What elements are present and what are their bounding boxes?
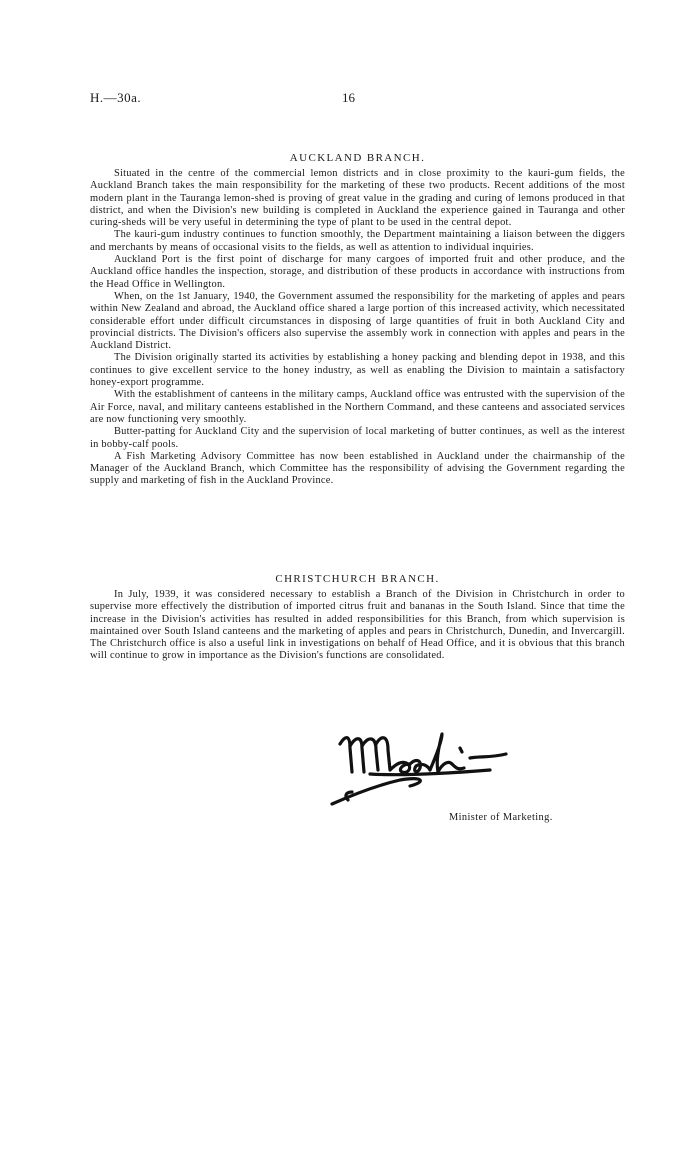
auckland-paragraph: When, on the 1st January, 1940, the Government assumed the responsibility for the marketing of apples and pears within New Zealand and abroad, the Auckland office shared a large portion of this increased activity, which necessitated considerable effort under difficult circumstances in disposing of large quantities of fruit in both Auckland City and provincial districts. The Division's officers also supervise the assembly work in connection with apples and pears in the Auckland District. [90, 290, 625, 352]
auckland-paragraph: Situated in the centre of the commercial lemon districts and in close proximity to the kauri-gum fields, the Auckland Branch takes the main responsibility for the marketing of these two products. Recent additions of the most modern plant in the Tauranga lemon-shed is proving of great value in the grading and curing of lemons produced in that district, and when the Division's new building is completed in Auckland the experience gained in Tauranga and other curing-sheds will be very useful in determining the type of plant to be used in the central depot. [90, 168, 625, 229]
signatory-title: Minister of Marketing. [449, 812, 553, 823]
auckland-paragraph: With the establishment of canteens in the military camps, Auckland office was entrusted with the supervision of the Air Force, naval, and military canteens established in the Northern Command, and these canteens and associated services are now functioning very smoothly. [90, 389, 625, 425]
auckland-paragraph: Auckland Port is the first point of discharge for many cargoes of imported fruit and other produce, and the Auckland office handles the inspection, storage, and distribution of these products in accordance with instructions from the Head Office in Wellington. [90, 254, 625, 290]
auckland-paragraph: The kauri-gum industry continues to function smoothly, the Department maintaining a liaison between the diggers and merchants by means of occasional visits to the fields, as well as attention to individual inquiries. [90, 229, 625, 253]
christchurch-paragraph: In July, 1939, it was considered necessary to establish a Branch of the Division in Christchurch in order to supervise more effectively the distribution of imported citrus fruit and bananas in the South Island. Since that time the increase in the Division's activities has resulted in added responsibilities for this Branch, from which supervision is maintained over South Island canteens and the marketing of apples and pears in Christchurch, Dunedin, and Invercargill. The Christchurch office is also a useful link in investigations on behalf of Head Office, and it is obvious that this branch will continue to grow in importance as the Division's functions are consolidated. [90, 589, 625, 662]
auckland-paragraph: Butter-patting for Auckland City and the supervision of local marketing of butter continues, as well as the interest in bobby-calf pools. [90, 426, 625, 450]
christchurch-branch-heading: CHRISTCHURCH BRANCH. [275, 573, 440, 585]
signature-drawing [330, 730, 530, 810]
page-number: 16 [342, 90, 355, 105]
document-reference: H.—30a. [90, 90, 142, 105]
handwritten-signature [330, 730, 530, 810]
christchurch-branch-section [90, 573, 625, 663]
page-header [90, 90, 625, 106]
auckland-paragraph: A Fish Marketing Advisory Committee has now been established in Auckland under the chairmanship of the Manager of the Auckland Branch, which Committee has the responsibility of advising the Government regarding the supply and marketing of fish in the Auckland Province. [90, 450, 625, 487]
auckland-branch-section [90, 152, 625, 488]
auckland-paragraph: The Division originally started its activities by establishing a honey packing and blending depot in 1938, and this continues to give excellent service to the honey industry, as well as enabling the Division to maintain a satisfactory honey-export programme. [90, 352, 625, 389]
auckland-branch-heading: AUCKLAND BRANCH. [289, 152, 426, 164]
